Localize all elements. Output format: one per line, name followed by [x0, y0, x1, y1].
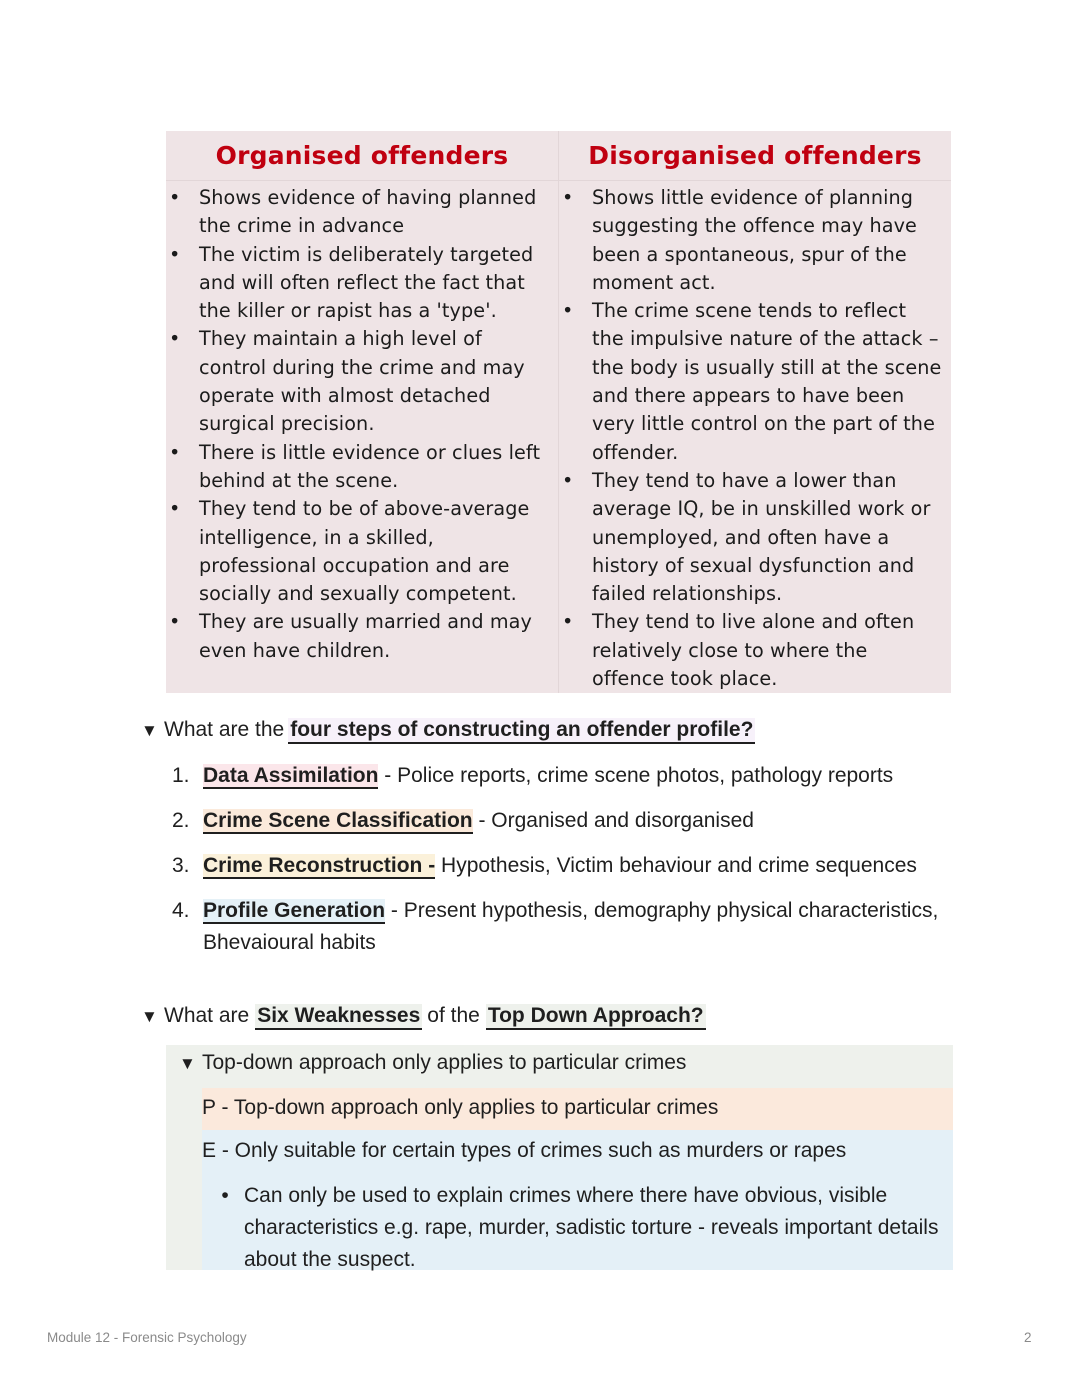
evidence-bullet: [202, 1180, 953, 1276]
toggle-highlight: four steps of constructing an offender profile?: [288, 718, 755, 744]
bullet-dot: •: [562, 610, 574, 634]
step-item: 2. Crime Scene Classification - Organised and disorganised: [172, 805, 962, 837]
bullet-dot: •: [562, 186, 574, 209]
toggle-prefix: What are the: [164, 718, 285, 741]
bullet-item: • The victim is deliberately targeted and will often reflect the fact that the killer or rapist has a 'type'.: [169, 242, 534, 323]
triangle-down-icon[interactable]: ▼: [179, 1054, 196, 1073]
triangle-down-icon[interactable]: ▼: [141, 1007, 158, 1026]
step-number: 3.: [172, 854, 190, 877]
footer-title: Module 12 - Forensic Psychology: [47, 1330, 247, 1345]
bullet-item: • They tend to have a lower than average IQ, be in unskilled work or unemployed, and often have a history of sexual dysfunction and failed relationships.: [562, 468, 931, 606]
bullet-item: • Shows evidence of having planned the crime in advance: [169, 186, 537, 238]
page-number: 2: [1024, 1330, 1032, 1345]
disorganised-header: Disorganised offenders: [558, 131, 951, 181]
step-item: 4. Profile Generation - Present hypothesis, demography physical characteristics, Bhevaioural habits: [172, 895, 962, 959]
bullet-item: • The crime scene tends to reflect the impulsive nature of the attack – the body is usually still at the scene and there appears to have been very little control on the part of the offender.: [562, 299, 942, 464]
step-term: Crime Scene Classification: [203, 809, 473, 832]
toggle-prefix: What are: [164, 1004, 250, 1027]
bullet-item: • Shows little evidence of planning suggesting the offence may have been a spontaneous, spur of the moment act.: [562, 186, 917, 294]
step-term: Crime Reconstruction -: [203, 854, 436, 877]
bullet-item: • They tend to live alone and often relatively close to where the offence took place.: [562, 610, 915, 691]
bullet-dot: •: [169, 610, 181, 634]
evidence-text: E - Only suitable for certain types of crimes such as murders or rapes: [202, 1139, 847, 1162]
step-term: Profile Generation: [203, 899, 386, 922]
disorganised-list: [559, 184, 951, 693]
bullet-dot: •: [169, 497, 181, 521]
bullet-dot: •: [562, 468, 574, 492]
bullet-dot: •: [169, 327, 181, 351]
bullet-dot: •: [221, 1184, 229, 1207]
step-number: 1.: [172, 764, 190, 787]
point-text: P - Top-down approach only applies to particular crimes: [202, 1096, 719, 1119]
organised-column: [166, 181, 558, 693]
bullet-text: Can only be used to explain crimes where there have obvious, visible characteristics e.g. rape, murder, sadistic torture - reveals important details about the suspect.: [244, 1184, 939, 1271]
top-down-highlight: Top Down Approach?: [486, 1004, 706, 1030]
sub-toggle-label: Top-down approach only applies to particular crimes: [202, 1051, 687, 1074]
bullet-dot: •: [169, 242, 181, 266]
bullet-dot: •: [562, 299, 574, 323]
bullet-item: • They are usually married and may even have children.: [169, 610, 532, 662]
bullet-dot: •: [169, 186, 181, 209]
step-item: 1. Data Assimilation - Police reports, crime scene photos, pathology reports: [172, 760, 962, 792]
toggle-six-weaknesses[interactable]: [141, 1004, 706, 1030]
weakness-block: [166, 1045, 953, 1270]
step-term: Data Assimilation: [203, 764, 379, 787]
steps-list: [172, 760, 962, 972]
bullet-item: • There is little evidence or clues left behind at the scene.: [169, 440, 541, 492]
toggle-four-steps[interactable]: [141, 718, 755, 744]
point-row: [202, 1088, 953, 1130]
organised-list: [166, 184, 558, 665]
triangle-down-icon[interactable]: ▼: [141, 721, 158, 740]
offender-comparison-table: [166, 131, 951, 693]
disorganised-column: [558, 181, 951, 693]
toggle-middle: of the: [427, 1004, 480, 1027]
sub-toggle[interactable]: [179, 1047, 686, 1080]
step-item: 3. Crime Reconstruction - Hypothesis, Victim behaviour and crime sequences: [172, 850, 962, 882]
step-number: 2.: [172, 809, 190, 832]
bullet-dot: •: [169, 440, 181, 464]
organised-header: Organised offenders: [166, 131, 558, 181]
bullet-item: • They maintain a high level of control during the crime and may operate with almost detached surgical precision.: [169, 327, 525, 436]
step-number: 4.: [172, 899, 190, 922]
six-weaknesses-highlight: Six Weaknesses: [255, 1004, 422, 1030]
bullet-item: • They tend to be of above-average intelligence, in a skilled, professional occupation and are socially and sexually competent.: [169, 497, 530, 606]
evidence-block: [202, 1130, 953, 1270]
